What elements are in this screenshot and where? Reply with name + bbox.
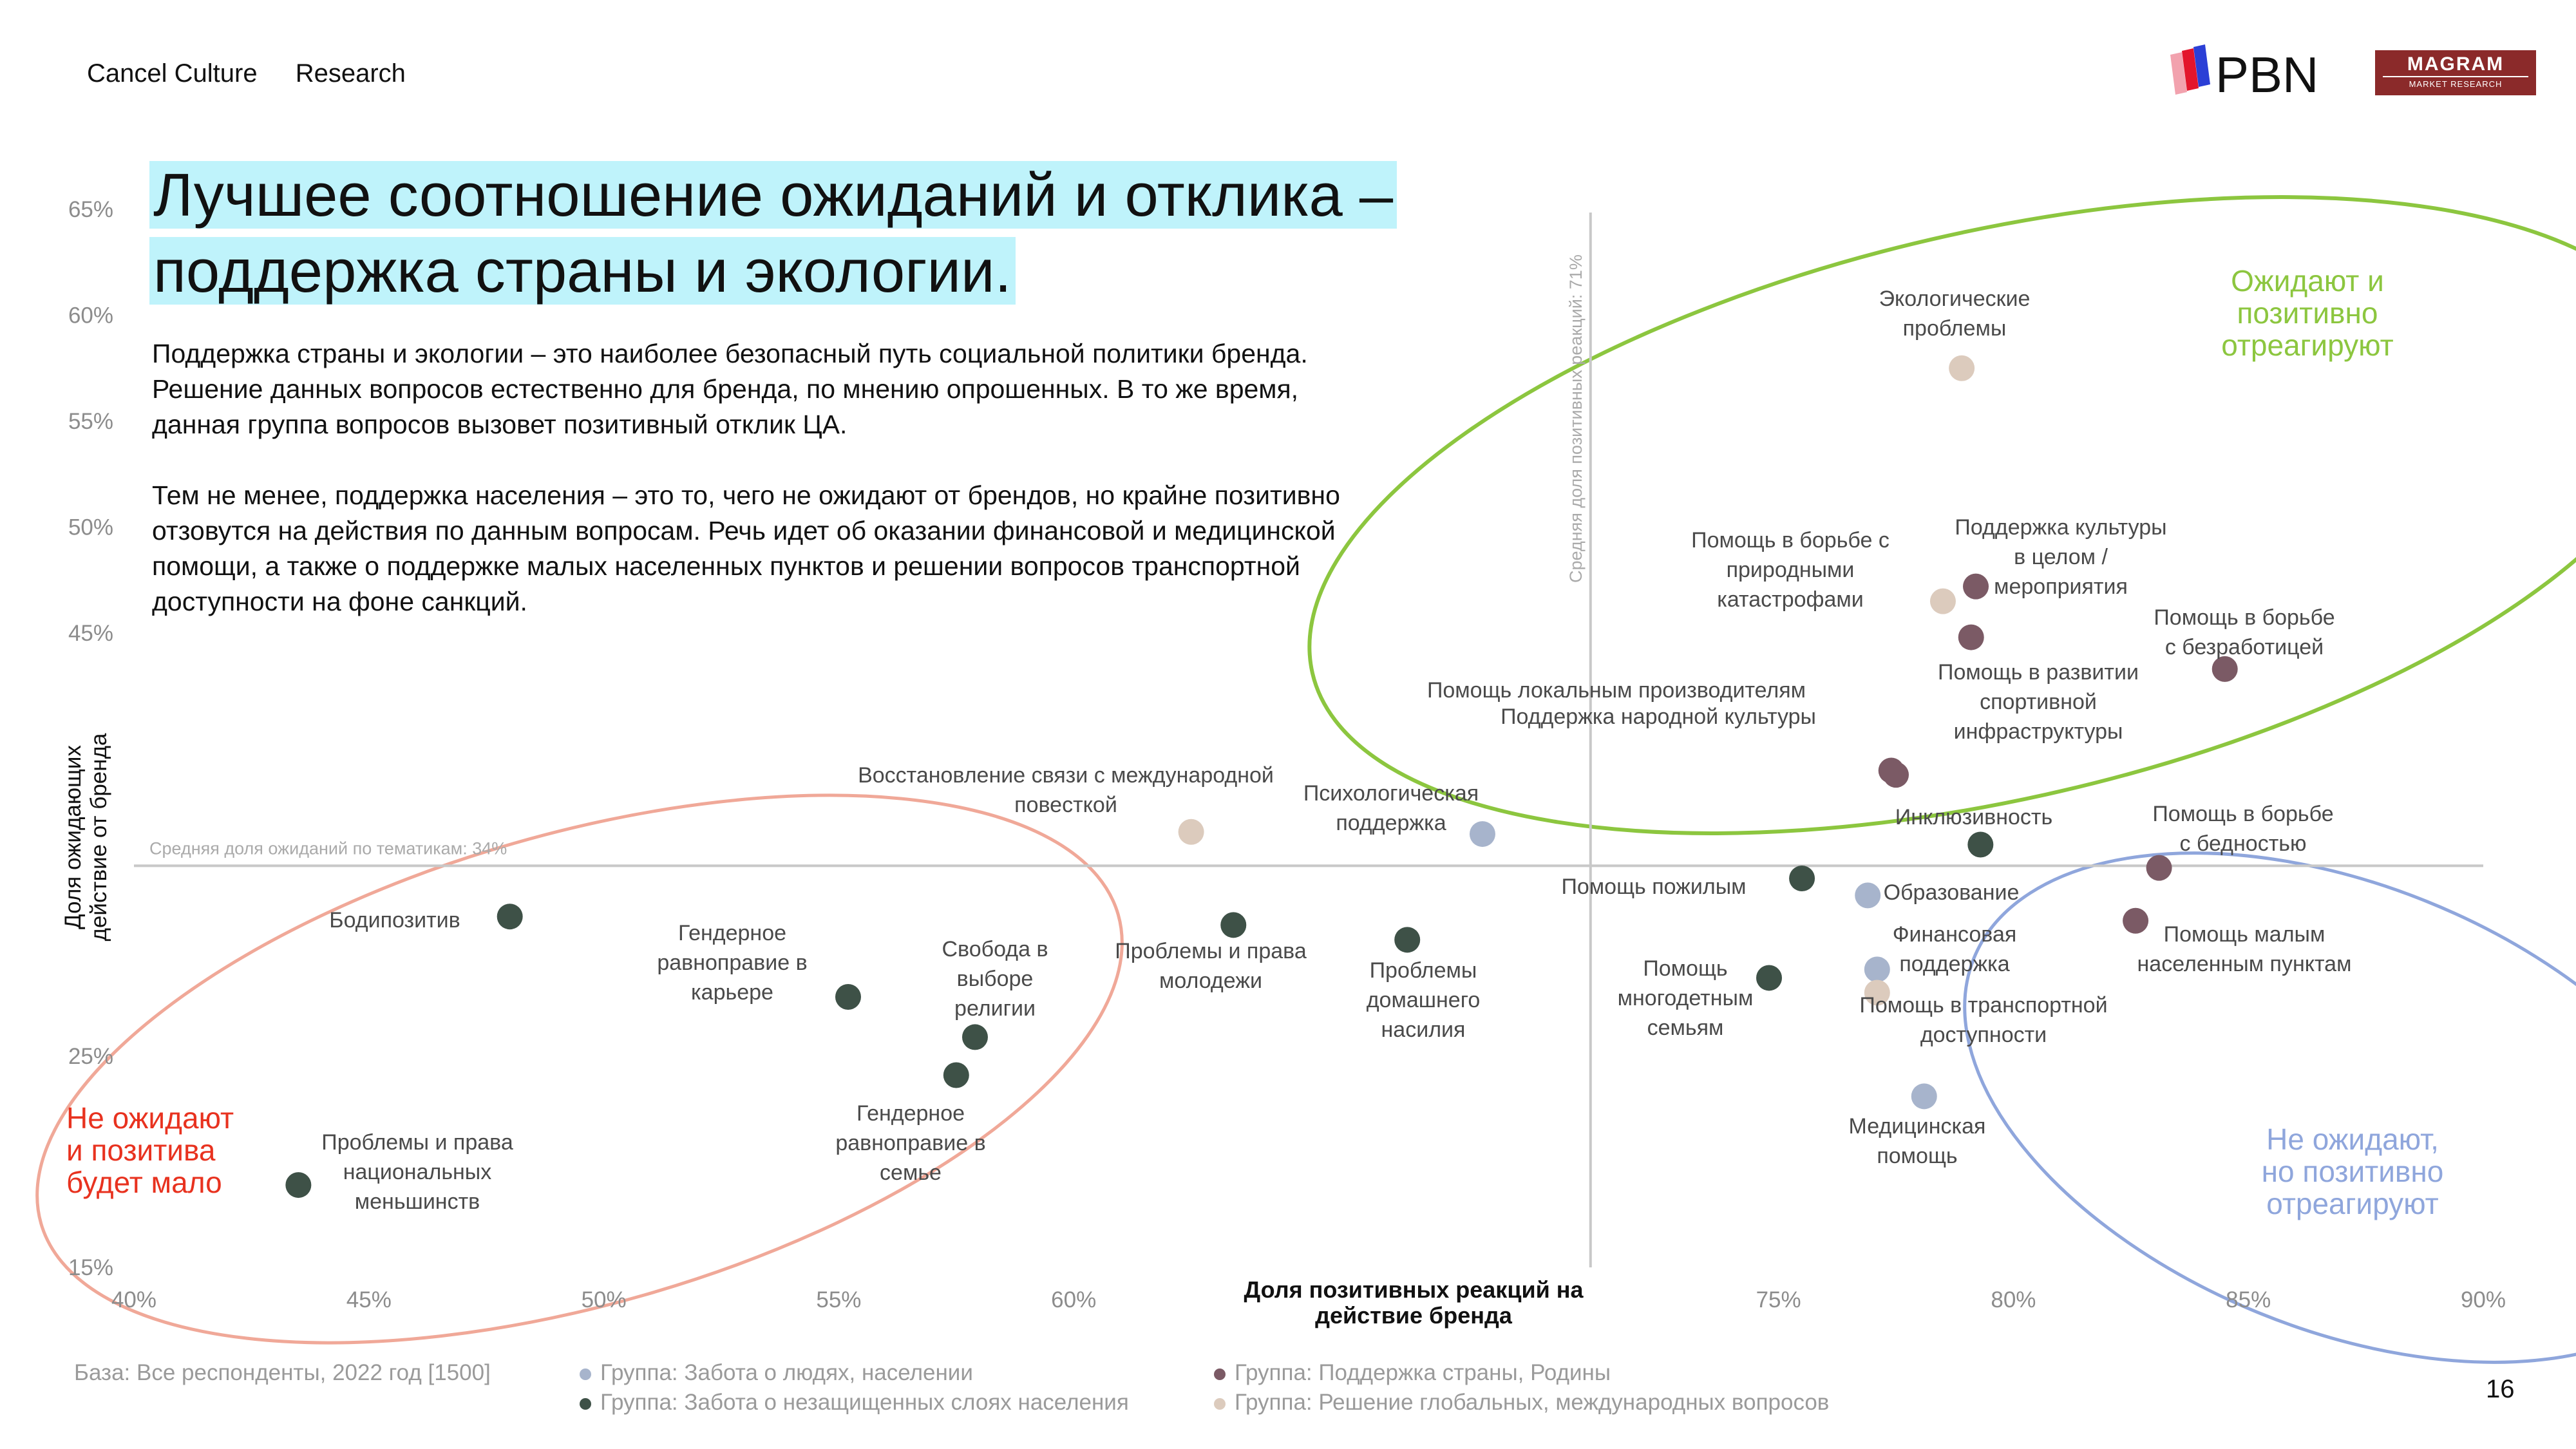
data-point [2123,908,2148,934]
y-tick-label: 65% [68,197,113,222]
y-tick-label: 60% [68,303,113,328]
data-point-label: Экологические проблемы [1879,287,2031,341]
legend-item-vulnerable [580,1390,1129,1416]
legend-label: Группа: Забота о людях, населении [600,1360,973,1385]
body-text [152,336,1363,655]
data-point [1220,912,1246,938]
data-point-label: Восстановление связи с международной повесткой [858,763,1274,817]
quadrant-annotation-red: Не ожидают и позитива будет мало [66,1101,234,1199]
x-tick-label: 45% [346,1287,392,1312]
ellipse-not-expect-low-positive [0,688,1183,1449]
data-point-label: Проблемы и права молодежи [1115,939,1307,993]
page-title [149,157,1450,309]
quadrant-annotation-green: Ожидают и позитивно отреагируют [2221,264,2394,362]
data-point [1864,956,1890,982]
data-point-label: Проблемы и права национальных меньшинств [321,1130,513,1214]
pbn-logo-text: PBN [2215,46,2319,103]
header-item-cancel-culture: Cancel Culture [87,59,258,88]
data-point [2146,855,2172,881]
data-point-label: Бодипозитив [329,908,460,933]
magram-logo-name: MAGRAM [2383,53,2528,77]
data-point [1911,1083,1937,1109]
legend-label: Группа: Поддержка страны, Родины [1235,1360,1611,1385]
x-tick-label: 75% [1756,1287,1801,1312]
legend-item-people [580,1360,973,1386]
data-point [1394,927,1420,952]
x-tick-label: 85% [2226,1287,2271,1312]
page-number: 16 [2486,1375,2515,1403]
x-tick-label: 80% [1991,1287,2036,1312]
data-point [1930,589,1956,614]
data-point [1963,574,1989,600]
data-point-label: Помощь в борьбе с природными катастрофами [1691,528,1889,612]
legend-label: Группа: Забота о незащищенных слоях населения [600,1390,1129,1415]
mean-x-label: Средняя доля позитивных реакций: 71% [1566,254,1586,583]
data-point-label: Медицинская помощь [1848,1114,1986,1168]
data-point-label: Помощь пожилым [1561,875,1747,899]
legend-item-global [1214,1390,1829,1416]
data-point-label: Помощь малым населенным пунктам [2137,922,2352,976]
body-paragraph-1: Поддержка страны и экологии – это наиболее безопасный путь социальной политики бренда. Решение данных вопросов естественно для бренда, по мнению опрошенных. В то же время, данная группа вопросов вызовет позитивный отклик ЦА. [152,339,1308,439]
data-point-label: Гендерное равноправие в карьере [657,921,808,1005]
header-item-research: Research [295,59,406,88]
legend-dot [580,1398,591,1410]
data-point [497,904,523,929]
x-tick-label: 60% [1051,1287,1097,1312]
ellipse-not-expect-positive [1891,752,2576,1449]
data-point [285,1172,311,1198]
data-point [1883,762,1909,788]
data-point-label: Психологическая поддержка [1303,781,1479,835]
data-point-label: Поддержка культуры в целом / мероприятия [1955,515,2167,599]
data-point-label: Гендерное равноправие в семье [835,1101,986,1185]
data-point-label: Свобода в выборе религии [942,937,1048,1021]
data-point [943,1063,969,1088]
data-point-label: Помощь многодетным семьям [1617,956,1754,1040]
data-point-label: Помощь локальным производителям [1426,678,1806,703]
legend-item-country [1214,1360,1611,1386]
data-point [1967,832,1993,858]
data-point [1789,866,1815,891]
quadrant-annotation-blue: Не ожидают, но позитивно отреагируют [2261,1122,2444,1220]
page-title-text: Лучшее соотношение ожиданий и отклика – поддержка страны и экологии. [149,161,1397,305]
data-point [1470,821,1495,847]
legend-dot [1214,1368,1226,1380]
data-point-label: Помощь в развитии спортивной инфраструктуры [1938,660,2139,744]
magram-logo-subtitle: MARKET RESEARCH [2409,79,2503,89]
x-tick-label: 50% [581,1287,627,1312]
y-tick-label: 25% [68,1044,113,1069]
y-axis-title: Доля ожидающихдействие от бренда [61,733,111,942]
legend-dot [1214,1398,1226,1410]
data-point-label: Помощь в борьбе с бедностью [2152,802,2334,856]
x-axis-title: Доля позитивных реакций на действие бренда [1244,1276,1584,1329]
x-tick-label: 55% [816,1287,862,1312]
y-tick-label: 15% [68,1255,113,1280]
data-point-label: Финансовая поддержка [1892,922,2017,976]
legend-label: Группа: Решение глобальных, международных вопросов [1235,1390,1830,1415]
data-point [1855,882,1880,908]
mean-y-label: Средняя доля ожиданий по тематикам: 34% [149,838,507,858]
y-tick-label: 45% [68,621,113,646]
data-point-label: Инклюзивность [1895,805,2053,829]
data-point-label: Поддержка народной культуры [1501,705,1816,729]
data-point-label: Проблемы домашнего насилия [1366,958,1481,1042]
footer-base-note: База: Все респонденты, 2022 год [1500] [74,1360,491,1385]
x-tick-label: 90% [2460,1287,2506,1312]
y-tick-label: 50% [68,515,113,540]
body-paragraph-2: Тем не менее, поддержка населения – это то, чего не ожидают от брендов, но крайне позитивно отзовутся на действия по данным вопросам. Речь идет об оказании финансовой и медицинской помощи, а также о поддержке малых населенных пунктов и решении вопросов транспортной доступности на фоне санкций. [152,480,1340,616]
data-point [1179,819,1204,845]
x-tick-label: 40% [111,1287,157,1312]
data-point [835,984,861,1010]
data-point-label: Образование [1883,880,2020,905]
data-point-label: Помощь в транспортной доступности [1859,993,2108,1047]
y-tick-label: 55% [68,409,113,434]
legend-dot [580,1368,591,1380]
data-point-label: Помощь в борьбе с безработицей [2154,605,2335,659]
data-point [962,1024,988,1050]
data-point [1949,355,1975,381]
data-point [1756,965,1782,990]
data-point [2212,656,2238,682]
data-point [1958,625,1984,650]
